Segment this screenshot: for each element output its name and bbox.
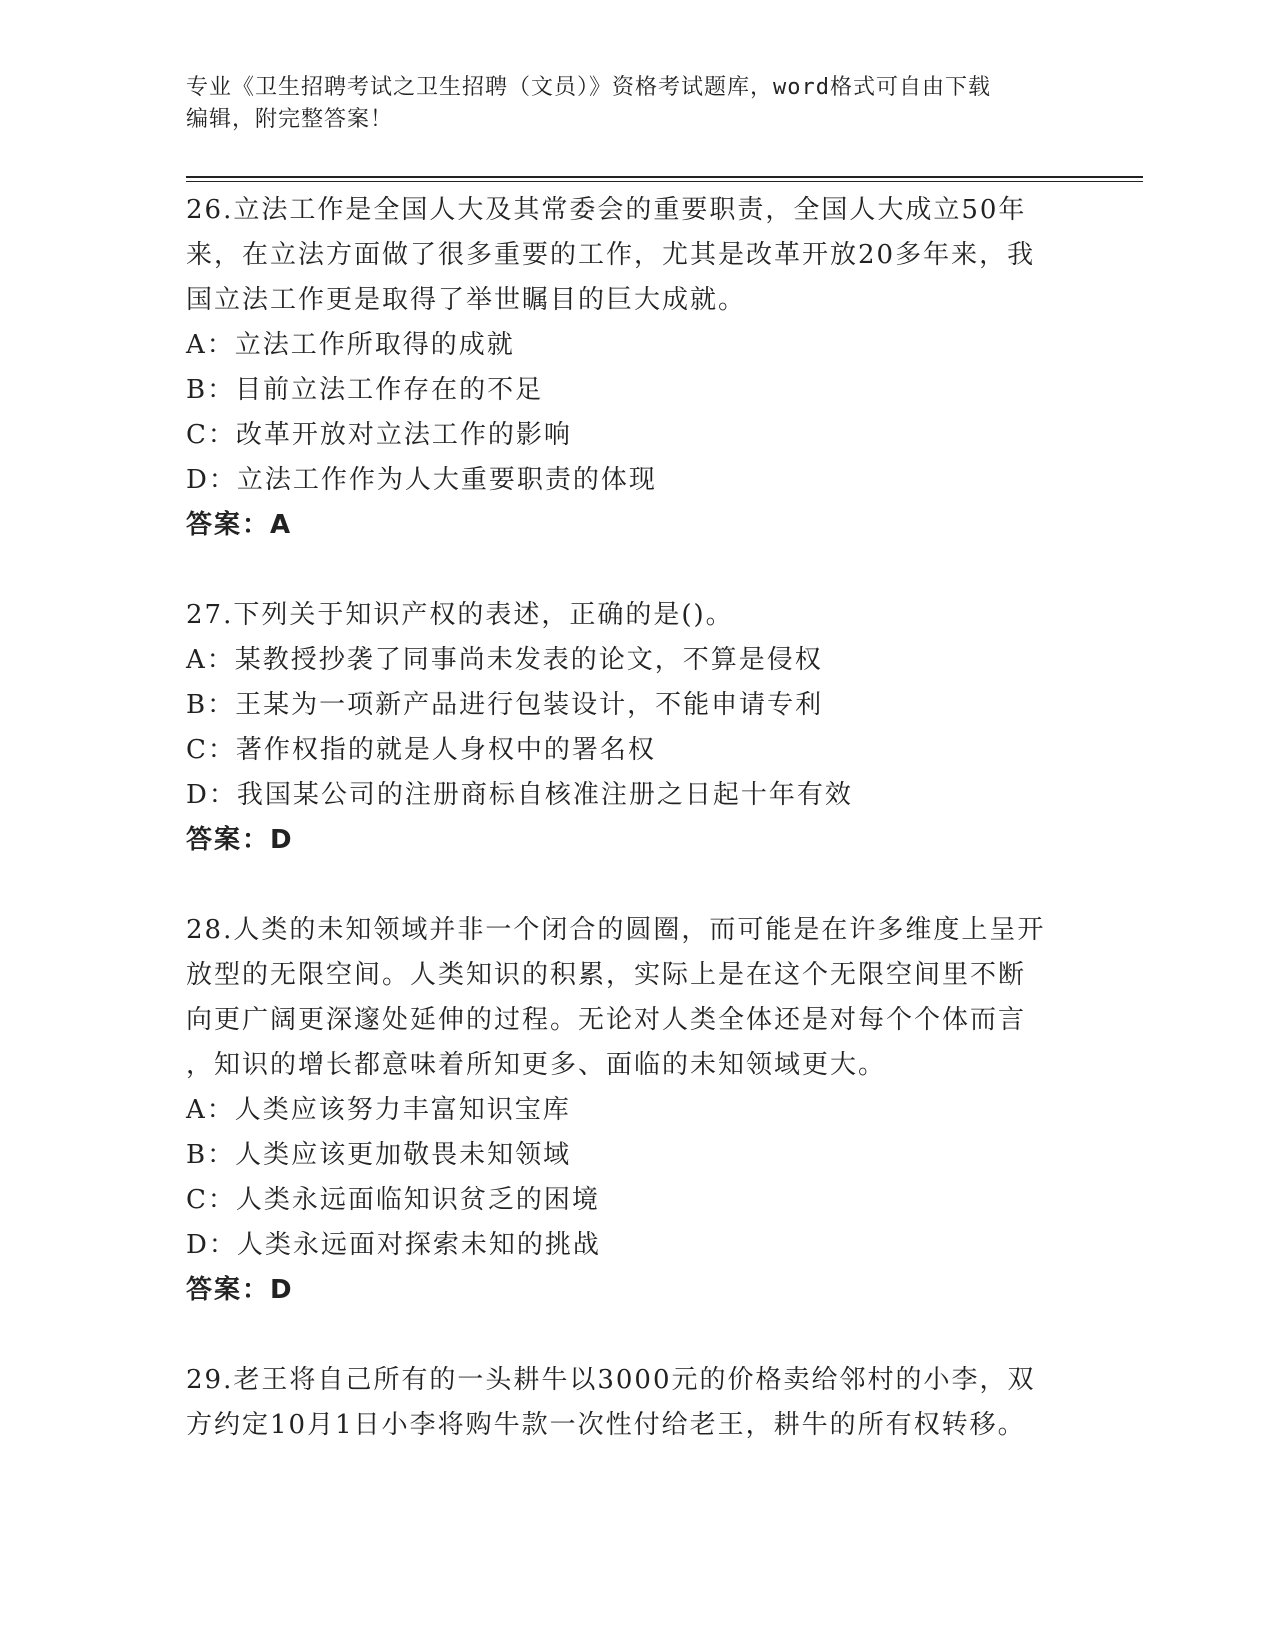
- question-27: [186, 593, 1066, 863]
- question-stem-line: 国立法工作更是取得了举世瞩目的巨大成就。: [186, 285, 747, 315]
- question-stem-line: 放型的无限空间。人类知识的积累，实际上是在这个无限空间里不断: [186, 960, 1027, 990]
- option-c: C：改革开放对立法工作的影响: [186, 420, 572, 450]
- question-stem-line: 向更广阔更深邃处延伸的过程。无论对人类全体还是对每个个体而言: [186, 1005, 1027, 1035]
- answer-line: 答案：A: [186, 510, 293, 540]
- option-d: D：人类永远面对探索未知的挑战: [186, 1230, 601, 1260]
- header-divider-thick: [186, 176, 1143, 178]
- question-stem-line: 28.人类的未知领域并非一个闭合的圆圈，而可能是在许多维度上呈开: [186, 915, 1046, 945]
- document-header: [186, 72, 1066, 136]
- header-line-1: 专业《卫生招聘考试之卫生招聘（文员）》资格考试题库，word格式可自由下载: [186, 75, 991, 100]
- option-a: A：立法工作所取得的成就: [186, 330, 515, 360]
- option-d: D：立法工作作为人大重要职责的体现: [186, 465, 657, 495]
- question-stem-line: ，知识的增长都意味着所知更多、面临的未知领域更大。: [186, 1050, 887, 1080]
- answer-line: 答案：D: [186, 825, 294, 855]
- question-stem-line: 方约定10月1日小李将购牛款一次性付给老王，耕牛的所有权转移。: [186, 1410, 1026, 1440]
- question-stem-line: 来，在立法方面做了很多重要的工作，尤其是改革开放20多年来，我: [186, 240, 1036, 270]
- option-b: B：人类应该更加敬畏未知领域: [186, 1140, 572, 1170]
- question-stem-line: 29.老王将自己所有的一头耕牛以3000元的价格卖给邻村的小李，双: [186, 1365, 1036, 1395]
- question-list: [186, 188, 1066, 1493]
- option-a: A：某教授抄袭了同事尚未发表的论文，不算是侵权: [186, 645, 823, 675]
- option-b: B：王某为一项新产品进行包装设计，不能申请专利: [186, 690, 824, 720]
- option-c: C：人类永远面临知识贫乏的困境: [186, 1185, 600, 1215]
- option-b: B：目前立法工作存在的不足: [186, 375, 544, 405]
- header-divider-thin: [186, 181, 1143, 182]
- answer-line: 答案：D: [186, 1275, 294, 1305]
- header-line-2: 编辑，附完整答案！: [186, 107, 394, 132]
- option-c: C：著作权指的就是人身权中的署名权: [186, 735, 656, 765]
- option-a: A：人类应该努力丰富知识宝库: [186, 1095, 571, 1125]
- question-stem-line: 26.立法工作是全国人大及其常委会的重要职责，全国人大成立50年: [186, 195, 1027, 225]
- question-29: [186, 1358, 1066, 1448]
- question-28: [186, 908, 1066, 1313]
- option-d: D：我国某公司的注册商标自核准注册之日起十年有效: [186, 780, 853, 810]
- question-stem-line: 27.下列关于知识产权的表述，正确的是()。: [186, 600, 734, 630]
- question-26: [186, 188, 1066, 548]
